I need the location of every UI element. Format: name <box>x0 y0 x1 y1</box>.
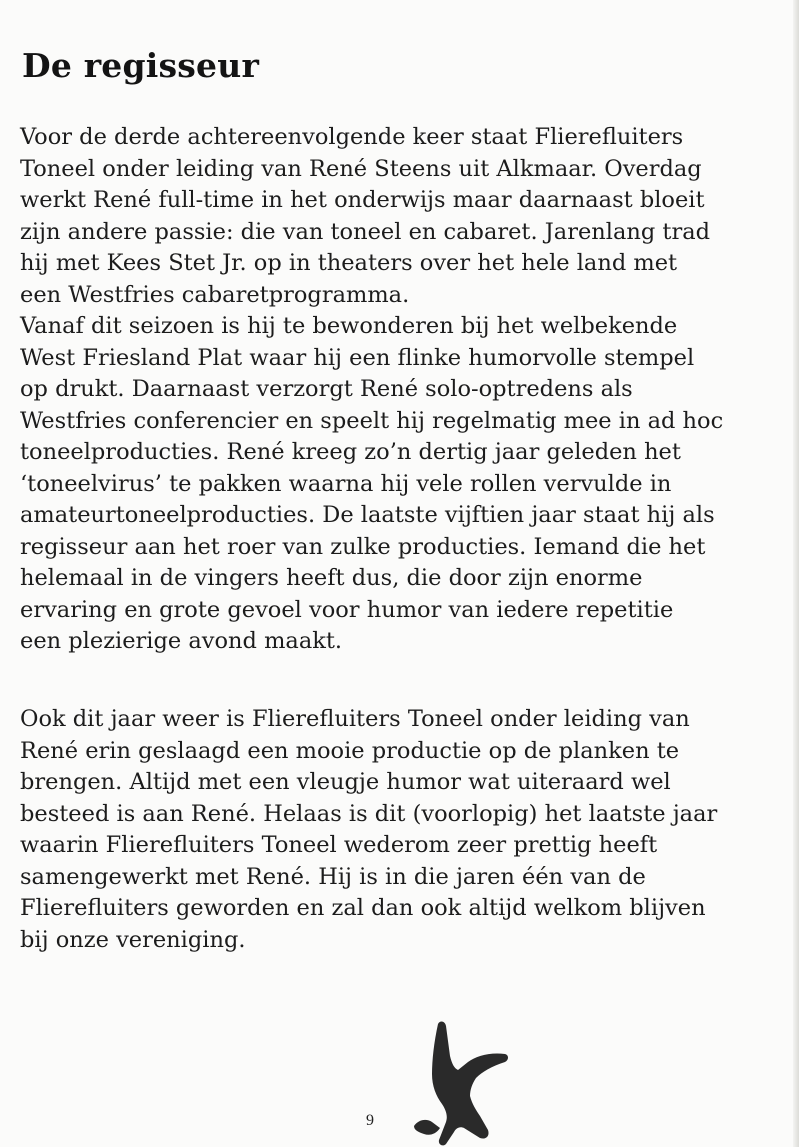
text-line: op drukt. Daarnaast verzorgt René solo-optredens als <box>20 376 633 402</box>
text-line: waarin Flierefluiters Toneel wederom zeer prettig heeft <box>20 832 658 858</box>
text-line: Voor de derde achtereenvolgende keer staat Flierefluiters <box>20 124 684 150</box>
text-line: regisseur aan het roer van zulke producties. Iemand die het <box>20 533 706 560</box>
text-line: helemaal in de vingers heeft dus, die door zijn enorme <box>20 565 643 591</box>
text-line: besteed is aan René. Helaas is dit (voorlopig) het laatste jaar <box>20 800 718 827</box>
text-line: een plezierige avond maakt. <box>20 628 343 654</box>
text-line: bij onze vereniging. <box>20 926 246 953</box>
text-line: Flierefluiters geworden en zal dan ook altijd welkom blijven <box>20 895 706 921</box>
text-line: Westfries conferencier en speelt hij regelmatig mee in ad hoc <box>20 407 724 434</box>
page-edge-shadow <box>793 0 799 1147</box>
text-line: toneelproducties. René kreeg zo’n dertig jaar geleden het <box>20 439 681 465</box>
page-number: 9 <box>366 1112 374 1129</box>
text-line: ervaring en grote gevoel voor humor van iedere repetitie <box>20 596 674 623</box>
dancing-figure-logo-icon <box>410 1018 514 1147</box>
text-line: amateurtoneelproducties. De laatste vijftien jaar staat hij als <box>20 502 715 528</box>
text-line: Vanaf dit seizoen is hij te bewonderen bij het welbekende <box>20 313 678 339</box>
text-line: zijn andere passie: die van toneel en cabaret. Jarenlang trad <box>20 218 711 245</box>
text-line: hij met Kees Stet Jr. op in theaters over het hele land met <box>20 250 678 276</box>
text-line: René erin geslaagd een mooie productie op de planken te <box>20 737 680 764</box>
paragraph-1 <box>20 122 745 658</box>
text-line: een Westfries cabaretprogramma. <box>20 281 410 308</box>
text-line: West Friesland Plat waar hij een flinke humorvolle stempel <box>20 344 695 371</box>
paragraph-2 <box>20 704 745 956</box>
text-line: samengewerkt met René. Hij is in die jaren één van de <box>20 863 646 890</box>
text-line: ‘toneelvirus’ te pakken waarna hij vele rollen vervulde in <box>20 470 672 497</box>
text-line: Ook dit jaar weer is Flierefluiters Toneel onder leiding van <box>20 706 690 732</box>
text-line: brengen. Altijd met een vleugje humor wat uiteraard wel <box>20 769 671 795</box>
text-line: werkt René full-time in het onderwijs maar daarnaast bloeit <box>20 187 705 213</box>
page-title: De regisseur <box>22 46 260 85</box>
text-line: Toneel onder leiding van René Steens uit Alkmaar. Overdag <box>20 155 702 182</box>
